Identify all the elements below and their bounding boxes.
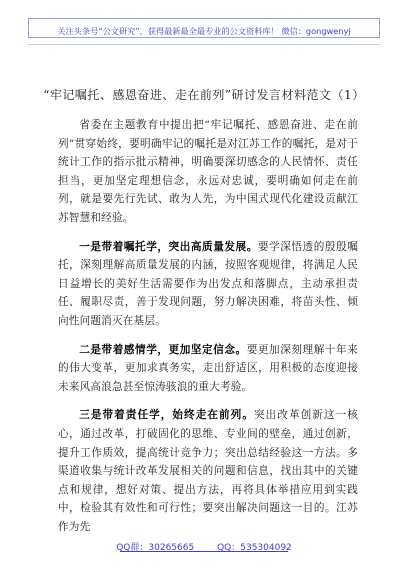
banner-divider — [28, 44, 380, 45]
intro-paragraph: 省委在主题教育中提出把“牢记嘱托、感恩奋进、走在前列”贯穿始终，要明确牢记的嘱托是对江苏工作的嘱托，是对于统计工作的指示批示精神，明确要深切感念的人民情怀、责任担当，更加坚定理想信念，永远对忠诚，要明确如何走在前列，就是要先行先试、敢为人先，为中国式现代化建设贡献江苏智慧和经验。 — [58, 119, 358, 224]
promo-banner — [28, 18, 380, 38]
promo-banner-text: 关注头条号“公文研究”，获得最新最全最专业的公文资料库！ 微信：gongwenyj — [57, 26, 351, 36]
section-heading: 一是带着嘱托学，突出高质量发展。 — [79, 240, 258, 253]
section-paragraph — [58, 238, 358, 331]
section-heading: 二是带着感情学，更加坚定信念。 — [79, 343, 247, 356]
document-title: “牢记嘱托、感恩奋进、走在前列”研讨发言材料范文（1） — [43, 88, 365, 102]
section-paragraph — [58, 341, 358, 397]
section-text: 突出改革创新这一核心，通过改革，打破固化的思维、专业间的壁垒，通过创新，提升工作质效，提高统计竞争力；突出总结经验这一方法。多渠道收集与统计改革发展相关的问题和信息，找出其中的关键点和规律，想好对策、提出方法，再将具体举措应用到实践中，检验其有效性和可行性；要突出解决问题这一目的。江苏作为先 — [58, 409, 358, 533]
document-body — [58, 116, 358, 546]
section-text: 要学深悟透的殷殷嘱托，深刻理解高质量发展的内涵，按照客观规律，将满足人民日益增长的美好生活需要作为出发点和落脚点，主动承担责任、履职尽责，善于发现问题，努力解决困难，将苗头性、倾向性问题消灭在基层。 — [58, 240, 358, 327]
footer-qq-group: QQ群：30265665 — [116, 543, 195, 553]
section-text: 要更加深刻理解十年来的伟大变革，更加求真务实，走出舒适区，用积极的态度迎接未来风高浪急甚至惊涛骇浪的重大考验。 — [58, 343, 359, 393]
section-paragraph — [58, 406, 358, 536]
footer-qq-contact: QQ：535304092 — [217, 543, 292, 553]
footer-underline — [120, 551, 288, 552]
section-heading: 三是带着责任学，始终走在前列。 — [79, 409, 254, 422]
